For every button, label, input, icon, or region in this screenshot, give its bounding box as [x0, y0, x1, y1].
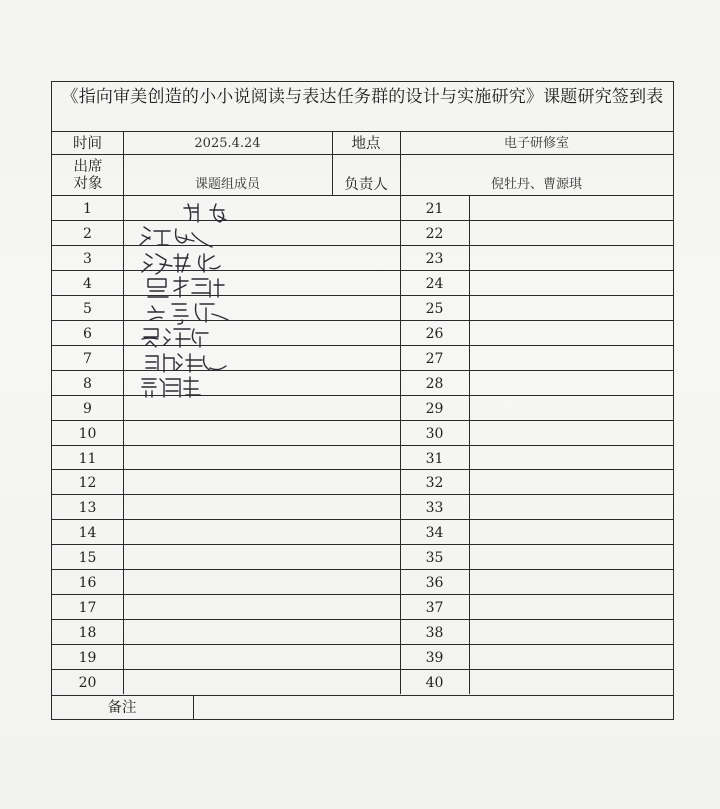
handwritten-signature — [136, 223, 236, 251]
signature-cell[interactable] — [469, 220, 673, 245]
signature-cell[interactable] — [469, 519, 673, 544]
row-number: 2 — [83, 225, 92, 242]
signature-cell[interactable] — [469, 320, 673, 345]
signature-cell[interactable] — [469, 395, 673, 420]
row-number: 18 — [78, 625, 97, 642]
row-number: 4 — [83, 275, 92, 292]
sign-in-sheet — [51, 81, 674, 720]
signature-cell[interactable] — [469, 370, 673, 395]
row-number: 40 — [425, 675, 444, 692]
row-number: 26 — [425, 325, 444, 342]
signature-cell[interactable] — [469, 195, 673, 220]
place-value: 电子研修室 — [503, 136, 569, 151]
row-number: 20 — [78, 675, 97, 692]
row-number: 10 — [78, 425, 97, 442]
row-number: 17 — [78, 600, 97, 617]
row-number: 28 — [425, 375, 444, 392]
signature-cell[interactable] — [469, 644, 673, 669]
handwritten-signature — [136, 373, 236, 401]
attendees-value: 课题组成员 — [194, 177, 260, 192]
signature-cell[interactable] — [123, 669, 400, 694]
remarks-field[interactable] — [193, 695, 673, 719]
lead-value: 倪牡丹、曹源琪 — [490, 177, 582, 192]
time-label: 时间 — [73, 136, 102, 152]
handwritten-signature — [140, 298, 240, 326]
signature-cell[interactable] — [123, 544, 400, 569]
row-number: 23 — [425, 250, 444, 267]
signature-cell[interactable] — [469, 494, 673, 519]
signature-cell[interactable] — [469, 669, 673, 694]
row-number: 1 — [83, 201, 92, 217]
time-value: 2025.4.24 — [194, 136, 261, 151]
signature-cell[interactable] — [469, 594, 673, 619]
row-number: 35 — [425, 550, 444, 567]
row-number: 33 — [425, 500, 444, 517]
signature-cell[interactable] — [123, 619, 400, 644]
row-number: 6 — [83, 325, 92, 342]
place-label: 地点 — [351, 136, 381, 152]
row-number: 34 — [425, 525, 444, 542]
row-number: 15 — [78, 550, 97, 567]
row-number: 39 — [425, 650, 444, 667]
handwritten-signature — [138, 248, 238, 276]
row-number: 29 — [425, 400, 444, 417]
row-number: 8 — [83, 375, 92, 392]
signature-cell[interactable] — [469, 270, 673, 295]
row-number: 11 — [78, 450, 97, 467]
handwritten-signature — [136, 323, 236, 351]
divider — [52, 154, 673, 155]
row-number: 3 — [83, 250, 92, 267]
signature-cell[interactable] — [123, 494, 400, 519]
row-number: 22 — [425, 225, 444, 242]
attendees-label: 出席对象 — [73, 159, 103, 192]
row-number: 27 — [425, 350, 444, 367]
row-number: 36 — [425, 575, 444, 592]
handwritten-signature — [138, 273, 238, 301]
row-number: 14 — [78, 525, 97, 542]
row-number: 7 — [83, 350, 92, 367]
signature-cell[interactable] — [123, 644, 400, 669]
signature-cell[interactable] — [469, 295, 673, 320]
row-number: 25 — [425, 300, 444, 317]
row-number: 16 — [78, 575, 97, 592]
signature-cell[interactable] — [123, 519, 400, 544]
lead-label: 负责人 — [344, 177, 388, 193]
row-number: 12 — [78, 475, 97, 492]
signature-cell[interactable] — [469, 245, 673, 270]
row-number: 32 — [425, 475, 444, 492]
row-number: 13 — [78, 500, 97, 517]
signature-cell[interactable] — [123, 594, 400, 619]
signature-cell[interactable] — [469, 420, 673, 445]
row-number: 5 — [83, 300, 92, 317]
signature-cell[interactable] — [469, 569, 673, 594]
row-number: 19 — [78, 650, 97, 667]
row-number: 30 — [425, 425, 444, 442]
row-number: 38 — [425, 625, 444, 642]
signature-cell[interactable] — [123, 445, 400, 470]
signature-cell[interactable] — [123, 469, 400, 494]
signature-cell[interactable] — [469, 544, 673, 569]
signature-cell[interactable] — [469, 345, 673, 370]
row-number: 21 — [425, 201, 444, 217]
row-number: 37 — [425, 600, 444, 617]
remarks-label: 备注 — [107, 700, 137, 716]
row-number: 31 — [425, 450, 444, 467]
handwritten-signature — [158, 198, 258, 226]
sheet-title: 《指向审美创造的小小说阅读与表达任务群的设计与实施研究》课题研究签到表 — [52, 82, 673, 132]
signature-cell[interactable] — [123, 569, 400, 594]
signature-cell[interactable] — [469, 469, 673, 494]
signature-cell[interactable] — [469, 619, 673, 644]
row-number: 24 — [425, 275, 444, 292]
signature-cell[interactable] — [469, 445, 673, 470]
row-number: 9 — [83, 400, 92, 417]
handwritten-signature — [138, 348, 238, 376]
signature-cell[interactable] — [123, 420, 400, 445]
